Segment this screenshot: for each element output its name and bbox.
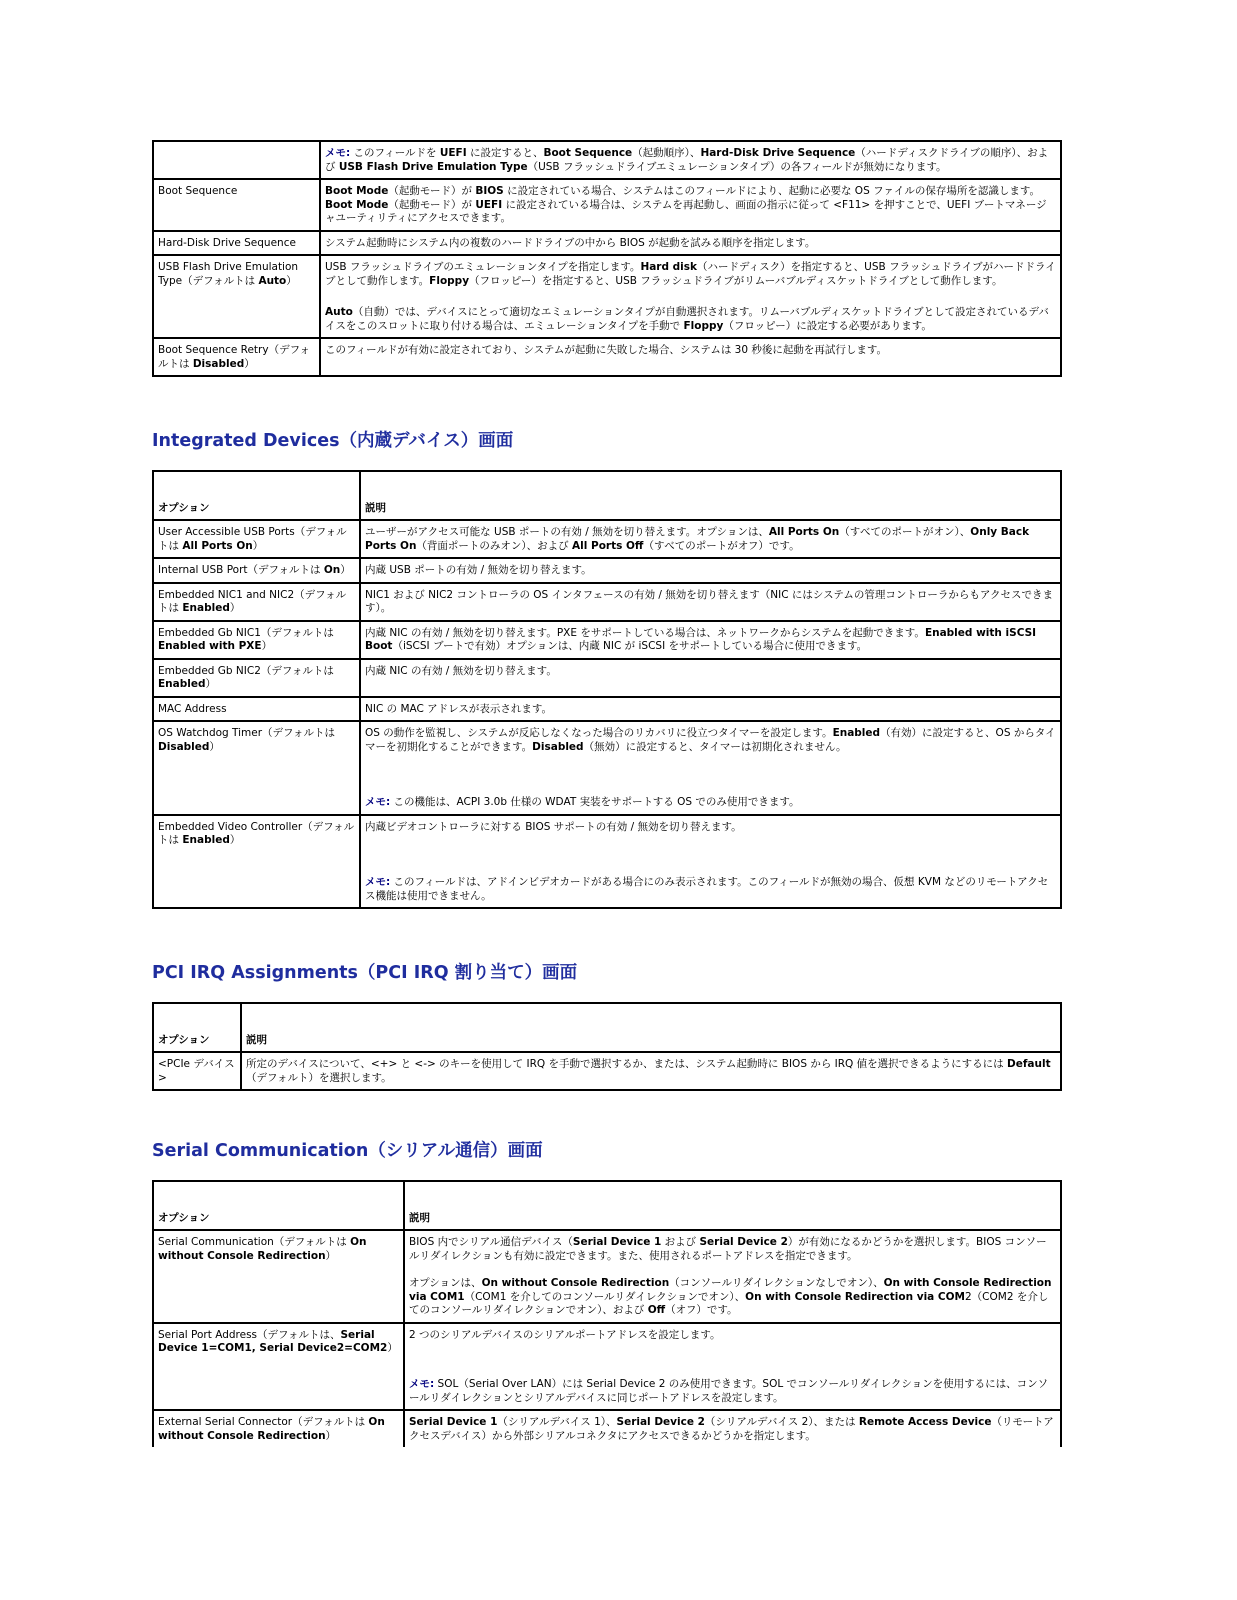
- description-cell: [241, 1052, 1061, 1090]
- text-run: ）: [286, 274, 297, 287]
- text-run: On with Console Redirection via COM1: [409, 1277, 1052, 1303]
- boot-settings-table: [152, 140, 1062, 377]
- table-row: [153, 141, 1061, 179]
- text-run: （USB フラッシュドライブエミュレーションタイプ）の各フィールドが無効になります。: [527, 160, 947, 173]
- text-run: Remote Access Device: [858, 1416, 992, 1428]
- text-run: User Accessible USB Ports（デフォルトは: [158, 526, 347, 552]
- rich-text: [158, 564, 351, 576]
- text-run: External Serial Connector（デフォルトは: [158, 1416, 369, 1428]
- rich-text: [158, 589, 346, 615]
- text-run: （ハードディスクドライブの順序）、および: [325, 147, 1049, 173]
- text-run: （すべてのポートがオフ）です。: [643, 539, 800, 552]
- text-run: に設定すると、: [466, 147, 544, 159]
- option-cell: Boot Sequence: [153, 179, 320, 231]
- text-run: Serial Communication（デフォルトは: [158, 1236, 351, 1248]
- rich-text: [325, 185, 1047, 224]
- text-run: USB Flash Drive Emulation Type: [338, 160, 528, 173]
- text-run: この機能は、ACPI 3.0b 仕様の WDAT 実装をサポートする OS でのみ使用できます。: [390, 796, 800, 808]
- text-run: （デフォルト）を選択します。: [246, 1071, 392, 1084]
- rich-text: [158, 1058, 235, 1084]
- text-run: Hard disk: [640, 261, 698, 273]
- header-description: 説明: [241, 1003, 1061, 1052]
- option-cell: [153, 1230, 404, 1323]
- text-run: 内蔵 USB ポートの有効 / 無効を切り替えます。: [365, 564, 592, 576]
- document-page: [152, 140, 1060, 1447]
- text-run: システム起動時にシステム内の複数のハードドライブの中から BIOS が起動を試みる順序を指定します。: [325, 236, 816, 249]
- text-run: On with Console Redirection via COM: [745, 1290, 965, 1303]
- text-run: （無効）に設定すると、タイマーは初期化されません。: [583, 740, 847, 753]
- text-run: Boot Sequence: [543, 147, 633, 159]
- text-run: <PCIe デバイス>: [158, 1058, 235, 1084]
- rich-text: [365, 876, 1048, 902]
- text-run: ）: [252, 539, 264, 552]
- rich-text: [365, 821, 742, 833]
- rich-text: [325, 237, 815, 249]
- text-run: ）: [229, 602, 241, 614]
- text-run: Embedded Gb NIC1（デフォルトは: [158, 626, 334, 639]
- description-cell: [320, 338, 1061, 376]
- text-run: （コンソールリダイレクションなしでオン）、: [669, 1277, 884, 1289]
- section-title-integrated-devices: Integrated Devices（内蔵デバイス）画面: [152, 431, 514, 451]
- rich-text: [158, 1329, 398, 1355]
- text-run: （自動）では、デバイスにとって適切なエミュレーションタイプが自動選択されます。リムーバブルディスケットドライブとして設定されているデバイスをこのスロットに取り付ける場合は、エミュレーションタイプを手動で: [325, 306, 1049, 332]
- table-row: [153, 721, 1061, 815]
- option-cell: [153, 721, 360, 815]
- text-run: ）: [325, 1249, 337, 1262]
- text-run: USB フラッシュドライブのエミュレーションタイプを指定します。: [325, 261, 641, 273]
- text-run: に設定されている場合は、システムを再起動し、画面の指示に従って <F11> を押すことで、UEFI ブートマネージャユーティリティにアクセスできます。: [325, 198, 1047, 224]
- text-run: （COM1 を介してのコンソールリダイレクションでオン）、: [464, 1290, 746, 1303]
- text-run: ）が有効になるかどうかを選択します。BIOS コンソールリダイレクションも有効に設定できます。また、使用されるポートアドレスを指定できます。: [409, 1236, 1047, 1262]
- section-title-pci-irq: PCI IRQ Assignments（PCI IRQ 割り当て）画面: [152, 963, 578, 983]
- text-run: UEFI: [475, 198, 503, 211]
- text-run: On without Console Redirection: [481, 1277, 670, 1289]
- description-cell: [320, 255, 1061, 338]
- rich-text: [158, 727, 335, 753]
- rich-text: [409, 1236, 1047, 1262]
- table-row: [153, 1323, 1061, 1411]
- text-run: （起動モード）が: [388, 198, 476, 211]
- text-run: Floppy: [429, 274, 470, 287]
- text-run: Boot Mode: [325, 198, 389, 211]
- text-run: （オフ）です。: [665, 1304, 738, 1316]
- text-run: Auto: [258, 274, 287, 287]
- table-row: [153, 697, 1061, 722]
- description-cell: [360, 659, 1061, 697]
- text-run: （ハードディスク）を指定すると、USB フラッシュドライブがハードドライブとして動作します。: [325, 261, 1056, 287]
- table-row: [153, 520, 1061, 558]
- table-row: [153, 255, 1061, 338]
- integrated-devices-table: [152, 470, 1062, 909]
- table-row: [153, 659, 1061, 697]
- text-run: Disabled: [532, 740, 584, 753]
- option-cell: [153, 520, 360, 558]
- option-cell: [153, 621, 360, 659]
- text-run: Boot Sequence Retry（デフォルトは: [158, 344, 311, 370]
- rich-text: [158, 703, 227, 715]
- option-cell: [153, 697, 360, 722]
- text-run: All Ports On: [768, 526, 840, 538]
- option-cell: [153, 338, 320, 376]
- description-cell: [320, 231, 1061, 256]
- header-option: オプション: [153, 1003, 241, 1052]
- text-run: 内蔵 NIC の有効 / 無効を切り替えます。PXE をサポートしている場合は、ネットワークからシステムを起動できます。: [365, 626, 925, 639]
- text-run: On: [323, 564, 341, 576]
- rich-text: [246, 1058, 1051, 1084]
- rich-text: [409, 1378, 1048, 1404]
- text-run: BIOS: [475, 185, 504, 197]
- description-cell: [320, 141, 1061, 179]
- text-run: 2（COM2 を介してのコンソールリダイレクションでオン）、および: [409, 1290, 1049, 1316]
- rich-text: [158, 1416, 385, 1442]
- rich-text: [158, 821, 354, 847]
- text-run: Enabled: [158, 678, 206, 690]
- text-run: 内蔵ビデオコントローラに対する BIOS サポートの有効 / 無効を切り替えます。: [365, 820, 742, 833]
- text-run: Boot Mode: [325, 185, 389, 197]
- description-cell: [404, 1323, 1061, 1411]
- rich-text: [158, 526, 347, 552]
- description-cell: [360, 621, 1061, 659]
- text-run: Default: [1007, 1058, 1051, 1070]
- text-run: Floppy: [683, 319, 724, 332]
- description-cell: [360, 697, 1061, 722]
- text-run: （背面ポートのみオン）、および: [416, 539, 573, 552]
- description-cell: [320, 179, 1061, 231]
- rich-text: [325, 344, 887, 356]
- text-run: （iSCSI ブートで有効）オプションは、内蔵 NIC が iSCSI をサポートしている場合に使用できます。: [392, 640, 868, 652]
- text-run: （起動順序）、: [632, 147, 701, 159]
- text-run: Off: [647, 1304, 666, 1316]
- text-run: Serial Device 2: [699, 1236, 788, 1248]
- text-run: NIC1 および NIC2 コントローラの OS インタフェースの有効 / 無効を切り替えます（NIC にはシステムの管理コントローラからもアクセスできます）。: [365, 588, 1054, 614]
- text-run: Disabled: [192, 357, 245, 370]
- option-cell: [153, 141, 320, 179]
- description-cell: [360, 815, 1061, 909]
- text-run: このフィールドが有効に設定されており、システムが起動に失敗した場合、システムは 30 秒後に起動を再試行します。: [325, 344, 888, 356]
- text-run: Only Back Ports On: [365, 526, 1030, 552]
- text-run: Enabled: [832, 727, 881, 739]
- table-row: [153, 558, 1061, 583]
- rich-text: [365, 727, 1056, 753]
- rich-text: [365, 665, 557, 677]
- text-run: ）: [205, 678, 216, 690]
- text-run: （すべてのポートがオン）、: [839, 526, 971, 538]
- text-run: 内蔵 NIC の有効 / 無効を切り替えます。: [365, 664, 557, 677]
- text-run: ）: [387, 1342, 398, 1354]
- text-run: ）: [229, 834, 241, 846]
- text-run: （フロッピー）を指定すると、USB フラッシュドライブがリムーバブルディスケットドライブとして動作します。: [469, 274, 1003, 287]
- text-run: ）: [261, 640, 273, 652]
- rich-text: [325, 261, 1056, 287]
- rich-text: [409, 1416, 1054, 1442]
- option-cell: [153, 815, 360, 909]
- text-run: All Ports On: [182, 539, 253, 552]
- text-run: Auto: [325, 306, 353, 318]
- rich-text: [409, 1329, 720, 1341]
- text-run: Serial Port Address（デフォルトは、: [158, 1328, 341, 1341]
- rich-text: [158, 627, 334, 653]
- text-run: （シリアルデバイス 2）、または: [704, 1416, 859, 1428]
- rich-text: [365, 564, 592, 576]
- header-option: オプション: [153, 471, 360, 520]
- option-cell: [153, 255, 320, 338]
- note-label: メモ:: [409, 1378, 435, 1390]
- header-description: 説明: [360, 471, 1061, 520]
- option-cell: [153, 659, 360, 697]
- table-header-row: [153, 1181, 1061, 1230]
- rich-text: [365, 796, 800, 808]
- note-label: メモ:: [365, 796, 391, 808]
- table-row: [153, 815, 1061, 909]
- text-run: （フロッピー）に設定する必要があります。: [723, 319, 932, 332]
- text-run: Enabled with PXE: [158, 640, 262, 652]
- text-run: UEFI: [439, 147, 467, 159]
- text-run: On without Console Redirection: [158, 1416, 385, 1442]
- text-run: Internal USB Port（デフォルトは: [158, 564, 324, 576]
- description-cell: [404, 1230, 1061, 1323]
- table-row: [153, 1052, 1061, 1090]
- table-header-row: [153, 1003, 1061, 1052]
- rich-text: [365, 526, 1029, 552]
- table-row: [153, 1230, 1061, 1323]
- description-cell: [360, 583, 1061, 621]
- text-run: ユーザーがアクセス可能な USB ポートの有効 / 無効を切り替えます。オプションは、: [365, 526, 769, 538]
- text-run: Enabled with iSCSI Boot: [365, 626, 1037, 652]
- text-run: MAC Address: [158, 702, 227, 715]
- text-run: Enabled: [182, 602, 230, 614]
- text-run: Enabled: [182, 834, 230, 846]
- table-row: [153, 338, 1061, 376]
- option-cell: [153, 1052, 241, 1090]
- option-cell: [153, 558, 360, 583]
- description-cell: [360, 721, 1061, 815]
- text-run: に設定されている場合、システムはこのフィールドにより、起動に必要な OS ファイルの保存場所を認識します。: [503, 185, 1041, 197]
- rich-text: [325, 306, 1049, 332]
- text-run: Embedded Video Controller（デフォルトは: [158, 820, 355, 846]
- option-cell: [153, 583, 360, 621]
- note-label: メモ:: [325, 147, 351, 159]
- text-run: ）: [340, 564, 351, 576]
- text-run: Serial Device 1: [409, 1416, 498, 1428]
- rich-text: [365, 627, 1036, 653]
- text-run: ）: [209, 740, 220, 753]
- text-run: NIC の MAC アドレスが表示されます。: [365, 702, 553, 715]
- option-cell: Hard-Disk Drive Sequence: [153, 231, 320, 256]
- note-label: メモ:: [365, 876, 391, 888]
- serial-communication-table: [152, 1180, 1062, 1447]
- text-run: All Ports Off: [572, 539, 644, 552]
- text-run: オプションは、: [409, 1277, 482, 1289]
- text-run: Disabled: [158, 740, 210, 753]
- text-run: Serial Device 1=COM1, Serial Device2=COM2: [158, 1328, 388, 1354]
- text-run: ）: [325, 1429, 337, 1442]
- text-run: および: [661, 1236, 700, 1248]
- text-run: Serial Device 1: [572, 1236, 662, 1248]
- table-row: [153, 1410, 1061, 1447]
- text-run: On without Console Redirection: [158, 1236, 367, 1262]
- header-description: 説明: [404, 1181, 1061, 1230]
- text-run: Hard-Disk Drive Sequence: [700, 147, 856, 159]
- rich-text: [158, 1236, 367, 1262]
- table-row: [153, 179, 1061, 231]
- description-cell: [360, 520, 1061, 558]
- rich-text: [365, 703, 552, 715]
- table-header-row: [153, 471, 1061, 520]
- text-run: USB Flash Drive Emulation Type（デフォルトは: [158, 261, 299, 287]
- text-run: Serial Device 2: [616, 1416, 705, 1428]
- header-option: オプション: [153, 1181, 404, 1230]
- rich-text: [158, 344, 310, 370]
- description-cell: [404, 1410, 1061, 1447]
- option-cell: [153, 1410, 404, 1447]
- text-run: OS Watchdog Timer（デフォルトは: [158, 727, 336, 739]
- text-run: 所定のデバイスについて、<+> と <-> のキーを使用して IRQ を手動で選択するか、または、システム起動時に BIOS から IRQ 値を選択できるようにするには: [246, 1058, 1007, 1070]
- text-run: Embedded NIC1 and NIC2（デフォルトは: [158, 588, 347, 614]
- text-run: 2 つのシリアルデバイスのシリアルポートアドレスを設定します。: [409, 1328, 721, 1341]
- table-row: [153, 231, 1061, 256]
- table-row: [153, 583, 1061, 621]
- text-run: BIOS 内でシリアル通信デバイス（: [409, 1236, 573, 1248]
- rich-text: [365, 589, 1053, 615]
- section-title-serial-communication: Serial Communication（シリアル通信）画面: [152, 1141, 543, 1161]
- text-run: （シリアルデバイス 1）、: [497, 1416, 617, 1428]
- pci-irq-table: [152, 1002, 1062, 1091]
- text-run: Embedded Gb NIC2（デフォルトは: [158, 664, 334, 677]
- text-run: SOL（Serial Over LAN）には Serial Device 2 のみ使用できます。SOL でコンソールリダイレクションを使用するには、コンソールリダイレクションとシリアルデバイスに同じポートアドレスを設定します。: [409, 1378, 1049, 1404]
- description-cell: [360, 558, 1061, 583]
- table-row: [153, 621, 1061, 659]
- option-cell: [153, 1323, 404, 1411]
- rich-text: [158, 665, 334, 691]
- rich-text: [158, 261, 298, 287]
- text-run: OS の動作を監視し、システムが反応しなくなった場合のリカバリに役立つタイマーを設定します。: [365, 727, 833, 739]
- text-run: このフィールドは、アドインビデオカードがある場合にのみ表示されます。このフィールドが無効の場合、仮想 KVM などのリモートアクセス機能は使用できません。: [365, 876, 1049, 902]
- text-run: （有効）に設定すると、OS からタイマーを初期化することができます。: [365, 727, 1056, 753]
- text-run: （リモートアクセスデバイス）から外部シリアルコネクタにアクセスできるかどうかを指定します。: [409, 1416, 1054, 1442]
- text-run: ）: [244, 357, 255, 370]
- text-run: （起動モード）が: [388, 185, 476, 197]
- rich-text: [409, 1277, 1052, 1316]
- rich-text: [325, 147, 1048, 173]
- text-run: このフィールドを: [350, 147, 440, 159]
